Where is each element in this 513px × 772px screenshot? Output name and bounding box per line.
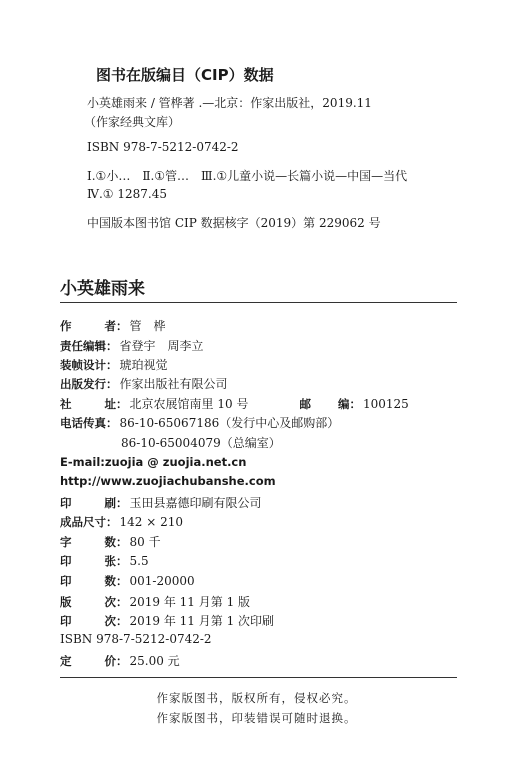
sheets-row: 印 张 ： 5.5 — [60, 554, 149, 568]
cip-heading: 图书在版编目（CIP）数据 — [96, 66, 274, 84]
postcode-label: 邮 编 — [299, 397, 350, 411]
words-label: 字 数 — [60, 535, 116, 549]
website-row — [60, 474, 276, 488]
cip-isbn: ISBN 978-7-5212-0742-2 — [87, 140, 239, 154]
printer-row: 印 刷 ： 玉田县嘉德印刷有限公司 — [60, 496, 262, 510]
design-label: 装帧设计 — [60, 358, 106, 372]
email-text: E-mail:zuojia @ zuojia.net.cn — [60, 455, 247, 469]
printer-label: 印 刷 — [60, 496, 116, 510]
publisher-label: 出版发行 — [60, 377, 106, 391]
address-row: 社 址 ： 北京农展馆南里 10 号 邮 编 ： 100125 — [60, 397, 409, 411]
phone-value-1: 86-10-65067186（发行中心及邮购部） — [119, 416, 340, 430]
design-row: 装帧设计 ： 琥珀视觉 — [60, 358, 168, 372]
size-row: 成品尺寸 ： 142 × 210 — [60, 515, 183, 529]
print-run-row: 印 数 ： 001-20000 — [60, 574, 195, 588]
return-notice: 作家版图书，印装错误可随时退换。 — [156, 711, 357, 725]
editor-label: 责任编辑 — [60, 339, 106, 353]
cip-classification-number: Ⅳ.① 1287.45 — [87, 187, 167, 201]
cip-bibliographic-line: 小英雄雨来 / 管桦著 .—北京：作家出版社，2019.11 — [87, 96, 372, 110]
copyright-notice: 作家版图书，版权所有，侵权必究。 — [156, 691, 357, 705]
edition-label: 版 次 — [60, 595, 116, 609]
author-label: 作 者 — [60, 319, 116, 333]
isbn-value: ISBN 978-7-5212-0742-2 — [60, 632, 212, 646]
price-row: 定 价 ： 25.00 元 — [60, 654, 180, 668]
author-value: 管 桦 — [129, 319, 166, 333]
print-run-value: 001-20000 — [129, 574, 195, 588]
impression-label: 印 次 — [60, 614, 116, 628]
price-value: 25.00 元 — [129, 654, 180, 668]
editor-value: 省登宇 周李立 — [119, 339, 204, 353]
phone-label: 电话传真 — [60, 416, 106, 430]
address-label: 社 址 — [60, 397, 116, 411]
size-value: 142 × 210 — [119, 515, 183, 529]
phone-value-2: 86-10-65004079（总编室） — [121, 436, 281, 450]
email-row — [60, 455, 246, 469]
isbn-row — [60, 632, 212, 646]
impression-row: 印 次 ： 2019 年 11 月第 1 次印刷 — [60, 614, 275, 628]
design-value: 琥珀视觉 — [119, 358, 168, 372]
author-row: 作 者 ： 管 桦 — [60, 319, 166, 333]
cip-series-line: （作家经典文库） — [84, 115, 181, 129]
sheets-value: 5.5 — [129, 554, 149, 568]
phone-row-2 — [121, 434, 281, 451]
printer-value: 玉田县嘉德印刷有限公司 — [129, 496, 262, 510]
website-text: http://www.zuojiachubanshe.com — [60, 474, 276, 488]
cip-record-number: 中国版本图书馆 CIP 数据核字（2019）第 229062 号 — [87, 216, 381, 230]
book-title: 小英雄雨来 — [60, 279, 145, 299]
bottom-divider — [60, 677, 457, 678]
address-value: 北京农展馆南里 10 号 — [129, 397, 249, 411]
edition-row: 版 次 ： 2019 年 11 月第 1 版 — [60, 595, 251, 609]
editor-row: 责任编辑 ： 省登宇 周李立 — [60, 339, 204, 353]
price-label: 定 价 — [60, 654, 116, 668]
top-divider — [60, 302, 457, 303]
print-run-label: 印 数 — [60, 574, 116, 588]
words-value: 80 千 — [129, 535, 161, 549]
publisher-value: 作家出版社有限公司 — [119, 377, 228, 391]
impression-value: 2019 年 11 月第 1 次印刷 — [129, 614, 275, 628]
size-label: 成品尺寸 — [60, 515, 106, 529]
edition-value: 2019 年 11 月第 1 版 — [129, 595, 251, 609]
publisher-row: 出版发行 ： 作家出版社有限公司 — [60, 377, 228, 391]
cip-classification-line: Ⅰ.①小… Ⅱ.①管… Ⅲ.①儿童小说—长篇小说—中国—当代 — [87, 169, 408, 183]
phone-row: 电话传真 ： 86-10-65067186（发行中心及邮购部） — [60, 416, 340, 430]
sheets-label: 印 张 — [60, 554, 116, 568]
words-row: 字 数 ： 80 千 — [60, 535, 161, 549]
postcode-value: 100125 — [363, 397, 409, 411]
